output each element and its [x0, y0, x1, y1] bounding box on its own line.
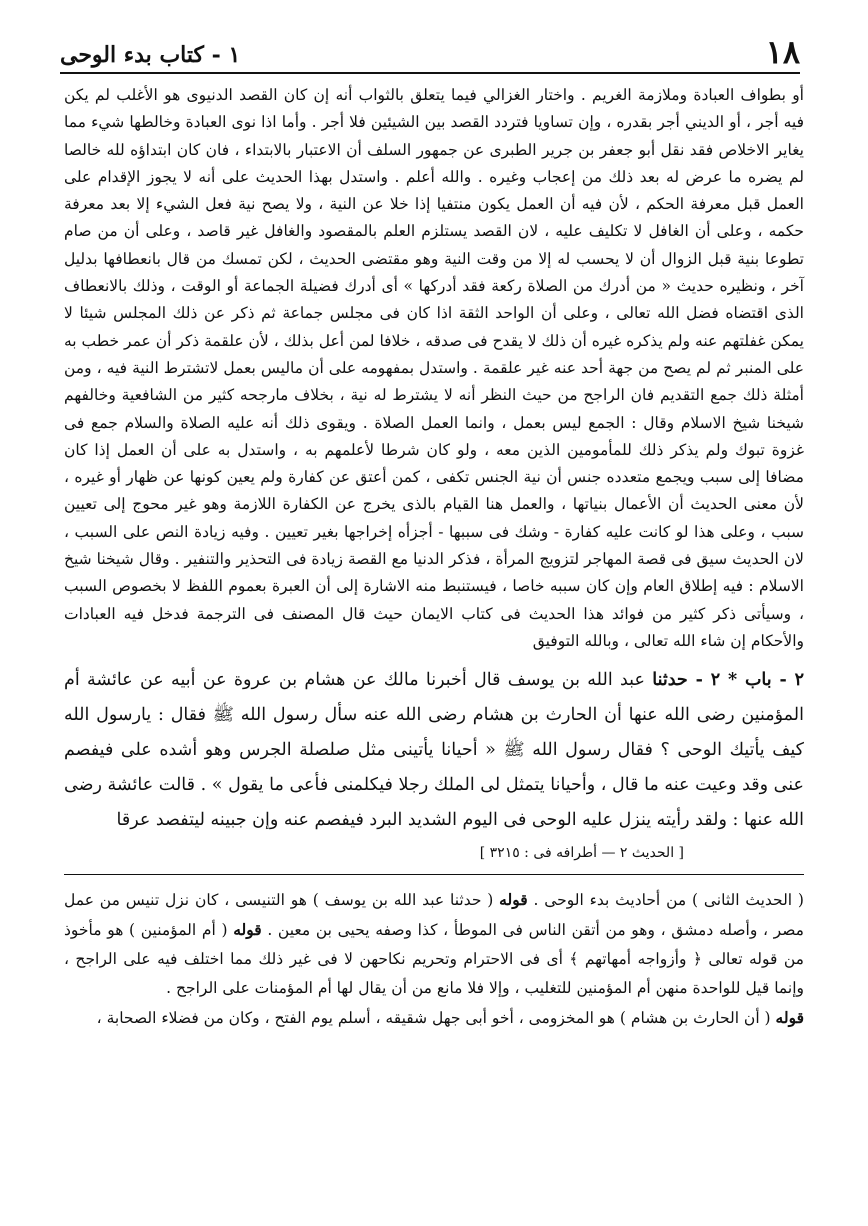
page-number: ١٨	[765, 33, 800, 71]
comm-text: ( أن الحارث بن هشام ) هو المخزومى ، أخو أبى جهل شقيقه ، أسلم يوم الفتح ، وكان من فضلاء الصحابة ،	[96, 1009, 771, 1028]
commentary-paragraph-3	[64, 1003, 804, 1033]
hadith-cross-reference: [ الحديث ٢ — أطرافه فى : ٣٢١٥ ]	[479, 845, 684, 862]
comm-text: ( حدثنا عبد الله بن يوسف ) هو التنيسى ، كان نزل تنيس من عمل مصر ، وأصله دمشق ، وهو من أتقن الناس فى الموطأ ، كذا وصفه يحيى بن معين .	[64, 891, 804, 940]
hadith-heading: ٢ - باب * ٢ - حدثنا	[652, 670, 804, 691]
hadith-text: عبد الله بن يوسف قال أخبرنا مالك عن هشام بن عروة عن أبيه عن عائشة أم المؤمنين رضى الله عنها أن الحارث بن هشام رضى الله عنه سأل رسول الله ﷺ فقال : يارسول الله كيف يأتيك الوحى ؟ فقال رسول الله ﷺ « أحيانا يأتينى مثل صلصلة الجرس وهو أشده على فيفصم عنى وقد وعيت عنه ما قال ، وأحيانا يتمثل لى الملك رجلا فيكلمنى فأعى ما يقول » . قالت عائشة رضى الله عنها : ولقد رأيته ينزل عليه الوحى فى اليوم الشديد البرد فيفصم عنه وإن جبينه ليتفصد عرقا	[64, 670, 804, 831]
keyword-qawluhu: قوله	[499, 890, 528, 910]
comm-text: ( أم المؤمنين ) هو مأخوذ من قوله تعالى ﴿ وأزواجه أمهاتهم ﴾ أى فى الاحترام وتحريم نكاحهن لا فى غير ذلك مما اختلف فيه على الراجح ، وإنما قيل للواحدة منهن أم المؤمنين للتغليب ، وإلا فلا مانع من أن يقال لها أم المؤمنات على الراجح .	[64, 921, 804, 998]
keyword-qawluhu: قوله	[233, 920, 262, 940]
page-header	[60, 26, 800, 74]
keyword-qawluhu: قوله	[775, 1008, 804, 1028]
divider	[64, 874, 804, 875]
hadith-block	[64, 663, 804, 838]
running-title: ١ - كتاب بدء الوحى	[60, 42, 241, 68]
page-body	[64, 82, 804, 1033]
comm-intro: ( الحديث الثانى ) من أحاديث بدء الوحى .	[533, 891, 804, 910]
commentary-paragraph-2	[64, 885, 804, 1003]
commentary-paragraph: أو بطواف العبادة وملازمة الغريم . واختار الغزالي فيما يتعلق بالثواب أنه إن كان القصد الدنيوى هو الأغلب لم يكن فيه أجر ، أو الديني أجر بقدره ، وإن تساويا فتردد القصد بين الشيئين فلا أجر . وأما اذا نوى العبادة وخالطها شيء مما يغاير الاخلاص فقد نقل أبو جعفر بن جرير الطبرى عن جمهور السلف أن الاعتبار بالابتداء ، فان كان ابتداؤه لله خالصا لم يضره ما عرض له بعد ذلك من إعجاب وغيره . والله أعلم . واستدل بهذا الحديث على أنه لا يجوز الإقدام على العمل قبل معرفة الحكم ، لأن فيه أن العمل يكون منتفيا إذا خلا عن النية ، ولا يصح نية فعل الشيء إلا بعد معرفة حكمه ، وعلى أن الغافل لا تكليف عليه ، لان القصد يستلزم العلم بالمقصود والغافل غير قاصد ، وعلى أن من صام تطوعا بنية قبل الزوال أن لا يحسب له إلا من وقت النية وهو مقتضى الحديث ، لكن تمسك من قال بانعطافها بدليل آخر ، ونظيره حديث « من أدرك من الصلاة ركعة فقد أدركها » أى أدرك فضيلة الجماعة أو الوقت ، وذلك بالانعطاف الذى اقتضاه فضل الله تعالى ، وعلى أن الواحد الثقة اذا كان فى مجلس جماعة ثم ذكر عن ذلك المجلس شيئا لا يمكن غفلتهم عنه ولم يذكره غيره أن ذلك لا يقدح فى صدقه ، خلافا لمن أعل بذلك ، لأن علقمة ذكر أن عمر خطب به على المنبر ثم لم يصح من جهة أحد عنه غير علقمة . واستدل بمفهومه على أن ماليس بعمل لاتشترط النية فيه ، ومن أمثلة ذلك جمع التقديم فان الراجح من حيث النظر أنه لا يشترط له نية ، بخلاف مارجحه كثير من الشافعية وخالفهم شيخنا شيخ الاسلام وقال : الجمع ليس بعمل ، وانما العمل الصلاة . ويقوى ذلك أنه عليه الصلاة والسلام جمع فى غزوة تبوك ولم يذكر ذلك للمأمومين الذين معه ، ولو كان شرطا لأعلمهم به ، واستدل به على أن العمل إذا كان مضافا إلى سبب ويجمع متعدده جنس أن نية الجنس تكفى ، كمن أعتق عن كفارة ولم يعين كونها عن ظهار أو غيره ، لأن معنى الحديث أن الأعمال بنياتها ، والعمل هنا القيام بالذى يخرج عن الكفارة اللازمة وهو غير محوج إلى تعيين سبب ، وعلى هذا لو كانت عليه كفارة - وشك فى سببها - أجزأه إخراجها بغير تعيين . وفيه زيادة النص على السبب ، لان الحديث سيق فى قصة المهاجر لتزويج المرأة ، فذكر الدنيا مع القصة زيادة فى التحذير والتنفير . وقال شيخنا شيخ الاسلام : فيه إطلاق العام وإن كان سببه خاصا ، فيستنبط منه الاشارة إلى أن العبرة بعموم اللفظ لا بخصوص السبب ، وسيأتى ذكر كثير من فوائد هذا الحديث فى كتاب الايمان حيث قال المصنف فى الترجمة فدخل فيه العبادات والأحكام إن شاء الله تعالى ، وبالله التوفيق	[64, 86, 804, 650]
